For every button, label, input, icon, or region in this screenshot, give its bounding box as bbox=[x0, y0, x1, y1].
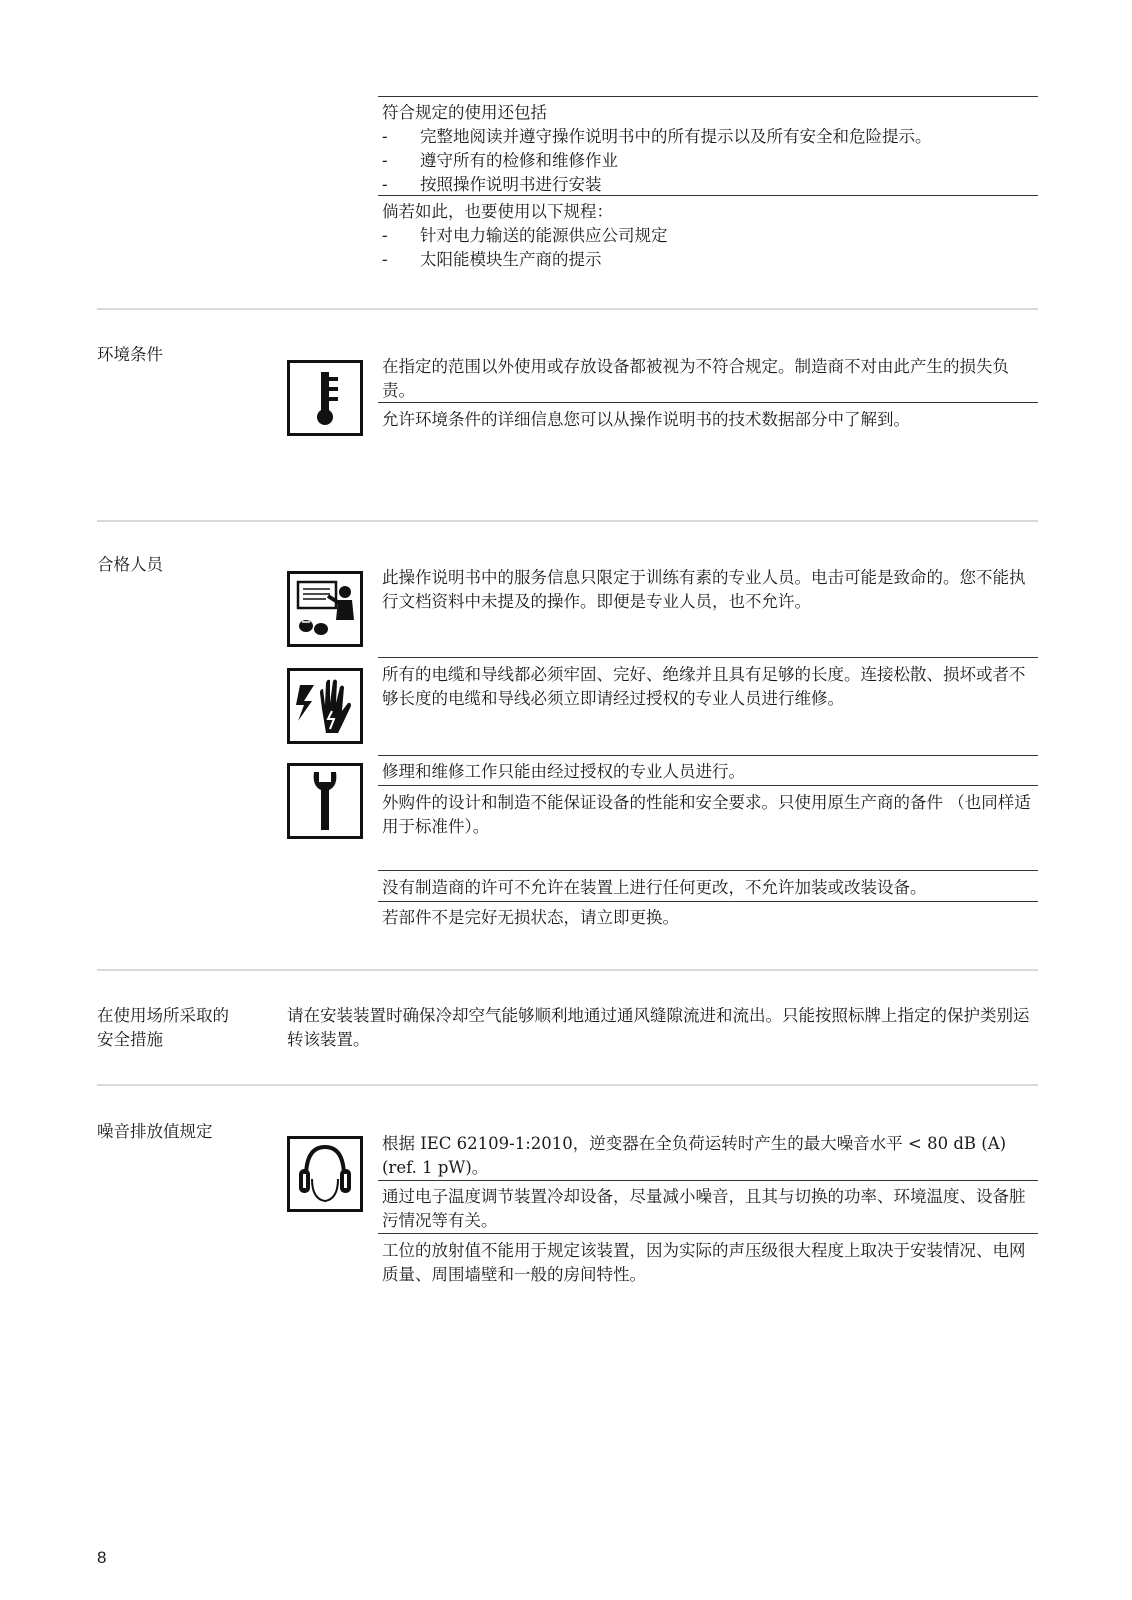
section-divider bbox=[97, 1084, 1038, 1086]
site-safety-label-line-1: 在使用场所采取的 bbox=[97, 1006, 229, 1025]
environment-para-1: 在指定的范围以外使用或存放设备都被视为不符合规定。制造商不对由此产生的损失负责。 bbox=[382, 357, 1009, 400]
qualified-para-3: 修理和维修工作只能由经过授权的专业人员进行。 bbox=[382, 762, 745, 781]
qualified-para-1: 此操作说明书中的服务信息只限定于训练有素的专业人员。电击可能是致命的。您不能执行文档资料中未提及的操作。即便是专业人员，也不允许。 bbox=[382, 568, 1026, 611]
section-label-noise: 噪音排放值规定 bbox=[97, 1122, 213, 1141]
site-safety-para: 请在安装装置时确保冷却空气能够顺利地通过通风缝隙流进和流出。只能按照标牌上指定的保护类别运转该装置。 bbox=[287, 1006, 1030, 1049]
section-divider bbox=[97, 520, 1038, 522]
intro-block-2-title: 倘若如此，也要使用以下规程： bbox=[382, 202, 613, 221]
section-divider bbox=[97, 969, 1038, 971]
section-label-environment: 环境条件 bbox=[97, 345, 163, 364]
rule bbox=[378, 657, 1038, 658]
rule bbox=[378, 402, 1038, 403]
rule bbox=[378, 96, 1038, 97]
wrench-icon bbox=[287, 763, 363, 839]
list-item: - 针对电力输送的能源供应公司规定 bbox=[382, 226, 668, 245]
noise-para-3: 工位的放射值不能用于规定该装置，因为实际的声压级很大程度上取决于安装情况、电网质量、周围墙壁和一般的房间特性。 bbox=[382, 1241, 1026, 1284]
qualified-para-2: 所有的电缆和导线都必须牢固、完好、绝缘并且具有足够的长度。连接松散、损坏或者不够长度的电缆和导线必须立即请经过授权的专业人员进行维修。 bbox=[382, 665, 1026, 708]
intro-block-1-title: 符合规定的使用还包括 bbox=[382, 103, 547, 122]
section-label-site-safety bbox=[97, 1004, 229, 1052]
environment-para-2: 允许环境条件的详细信息您可以从操作说明书的技术数据部分中了解到。 bbox=[382, 410, 910, 429]
rule bbox=[378, 1233, 1038, 1234]
ear-protection-icon bbox=[287, 1136, 363, 1212]
qualified-para-6: 若部件不是完好无损状态，请立即更换。 bbox=[382, 908, 679, 927]
manual-reading-person-icon bbox=[287, 571, 363, 647]
qualified-para-5: 没有制造商的许可不允许在装置上进行任何更改，不允许加装或改装设备。 bbox=[382, 878, 927, 897]
rule bbox=[378, 901, 1038, 902]
rule bbox=[378, 1180, 1038, 1181]
noise-para-1: 根据 IEC 62109-1:2010，逆变器在全负荷运转时产生的最大噪音水平 < 80 dB (A)(ref. 1 pW)。 bbox=[382, 1134, 1007, 1177]
list-item: - 完整地阅读并遵守操作说明书中的所有提示以及所有安全和危险提示。 bbox=[382, 127, 932, 146]
list-item: - 遵守所有的检修和维修作业 bbox=[382, 151, 618, 170]
qualified-para-4: 外购件的设计和制造不能保证设备的性能和安全要求。只使用原生产商的备件 （也同样适用于标准件）。 bbox=[382, 793, 1031, 836]
noise-para-2: 通过电子温度调节装置冷却设备，尽量减小噪音，且其与切换的功率、环境温度、设备脏污情况等有关。 bbox=[382, 1187, 1026, 1230]
rule bbox=[378, 755, 1038, 756]
intro-block-2 bbox=[382, 200, 1032, 272]
section-divider bbox=[97, 308, 1038, 310]
thermometer-icon bbox=[287, 360, 363, 436]
page-number: 8 bbox=[97, 1548, 107, 1567]
list-item: - 按照操作说明书进行安装 bbox=[382, 175, 602, 194]
electric-shock-hand-icon bbox=[287, 668, 363, 744]
rule bbox=[378, 785, 1038, 786]
rule bbox=[378, 870, 1038, 871]
site-safety-label-line-2: 安全措施 bbox=[97, 1030, 163, 1049]
rule bbox=[378, 195, 1038, 196]
list-item: - 太阳能模块生产商的提示 bbox=[382, 250, 602, 269]
intro-block-1 bbox=[382, 101, 1032, 197]
section-label-qualified: 合格人员 bbox=[97, 555, 163, 574]
